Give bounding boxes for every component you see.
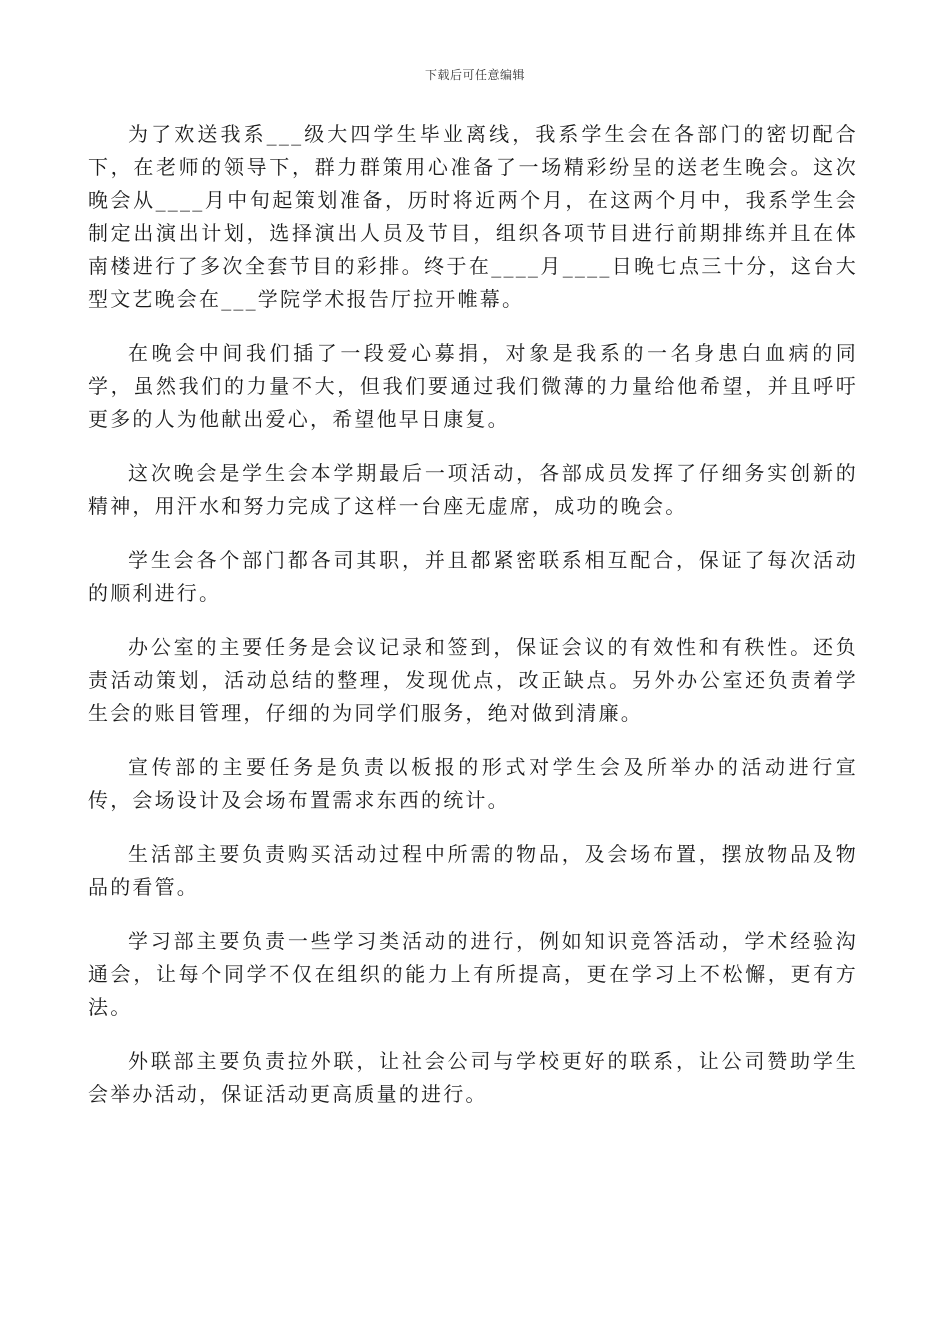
document-body: [88, 118, 858, 1132]
paragraph-life: 生活部主要负责购买活动过程中所需的物品，及会场布置，摆放物品及物品的看管。: [88, 842, 858, 899]
page-header: 下载后可任意编辑: [424, 68, 525, 82]
paragraph-study: 学习部主要负责一些学习类活动的进行，例如知识竞答活动，学术经验沟通会，让每个同学不仅在组织的能力上有所提高，更在学习上不松懈，更有方法。: [88, 929, 858, 1019]
paragraph-publicity: 宣传部的主要任务是负责以板报的形式对学生会及所举办的活动进行宣传，会场设计及会场布置需求东西的统计。: [88, 755, 858, 812]
paragraph-office: 办公室的主要任务是会议记录和签到，保证会议的有效性和有秩性。还负责活动策划，活动总结的整理，发现优点，改正缺点。另外办公室还负责着学生会的账目管理，仔细的为同学们服务，绝对做到清廉。: [88, 635, 858, 725]
paragraph-summary: 这次晚会是学生会本学期最后一项活动，各部成员发挥了仔细务实创新的精神，用汗水和努力完成了这样一台座无虚席，成功的晚会。: [88, 461, 858, 518]
paragraph-donation: 在晚会中间我们插了一段爱心募捐，对象是我系的一名身患白血病的同学，虽然我们的力量不大，但我们要通过我们微薄的力量给他希望，并且呼吁更多的人为他献出爱心，希望他早日康复。: [88, 341, 858, 431]
paragraph-external: 外联部主要负责拉外联，让社会公司与学校更好的联系，让公司赞助学生会举办活动，保证活动更高质量的进行。: [88, 1049, 858, 1106]
paragraph-departments: 学生会各个部门都各司其职，并且都紧密联系相互配合，保证了每次活动的顺利进行。: [88, 548, 858, 605]
paragraph-event-intro: 为了欢送我系___级大四学生毕业离线，我系学生会在各部门的密切配合下，在老师的领导下，群力群策用心准备了一场精彩纷呈的送老生晚会。这次晚会从____月中旬起策划准备，历时将近两个月，在这两个月中，我系学生会制定出演出计划，选择演出人员及节目，组织各项节目进行前期排练并且在体南楼进行了多次全套节目的彩排。终于在____月____日晚七点三十分，这台大型文艺晚会在___学院学术报告厅拉开帷幕。: [88, 122, 858, 311]
